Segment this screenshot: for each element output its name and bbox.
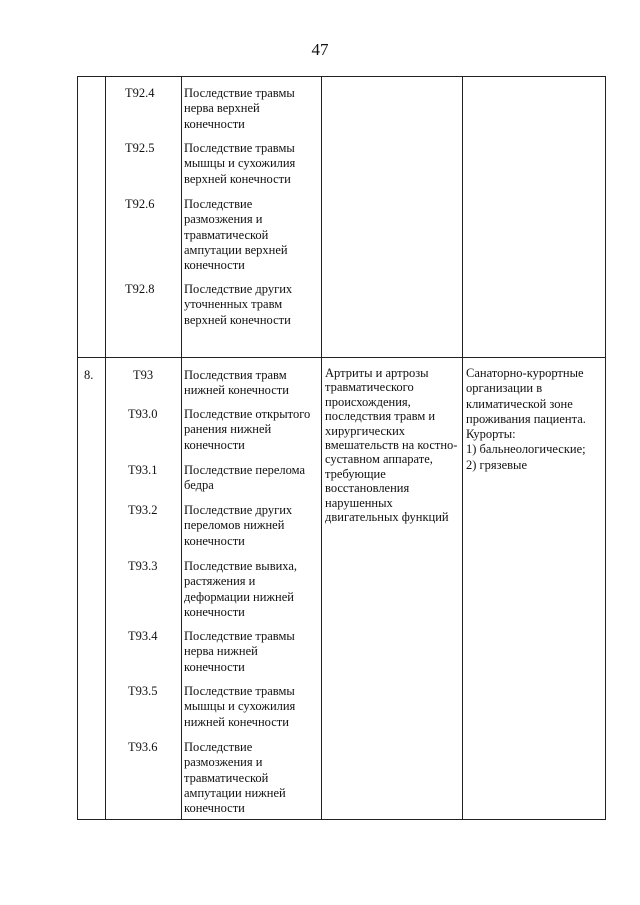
column-divider-code	[105, 76, 106, 820]
diagnosis-name: Последствие травмы мышцы и сухожилия нижней конечности	[184, 684, 296, 729]
column-divider-name	[321, 76, 322, 820]
diagnosis-code: T93.6	[128, 740, 158, 754]
table-top-border	[77, 76, 606, 77]
diagnosis-code: T92.6	[125, 197, 155, 211]
diagnosis-name: Последствие травмы нерва верхней конечности	[184, 86, 295, 131]
page-number: 47	[311, 40, 329, 59]
table-right-border	[605, 76, 606, 820]
column-divider-condition	[462, 76, 463, 820]
diagnosis-name: Последствия травм нижней конечности	[184, 368, 289, 398]
diagnosis-code: T93.1	[128, 463, 158, 477]
diagnosis-name: Последствие перелома бедра	[184, 463, 306, 493]
diagnosis-name: Последствие открытого ранения нижней конечности	[184, 407, 311, 452]
row-number: 8.	[84, 368, 94, 382]
diagnosis-code: T93.3	[128, 559, 158, 573]
column-divider-diagnosis	[181, 76, 182, 820]
resort-description: Санаторно-курортные организации в климатической зоне проживания пациента. Курорты: 1) бальнеологические; 2) грязевые	[466, 366, 586, 472]
diagnosis-code: T93	[133, 368, 154, 382]
diagnosis-code: T93.0	[128, 407, 158, 421]
diagnosis-code: T93.2	[128, 503, 158, 517]
diagnosis-code: T93.5	[128, 684, 158, 698]
diagnosis-name: Последствие травмы нерва нижней конечности	[184, 629, 295, 674]
diagnosis-name: Последствие размозжения и травматической ампутации нижней конечности	[184, 740, 286, 816]
diagnosis-name: Последствие размозжения и травматической ампутации верхней конечности	[184, 197, 288, 273]
table-bottom-border	[77, 819, 606, 820]
diagnosis-name: Последствие вывиха, растяжения и деформации нижней конечности	[184, 559, 298, 619]
condition-description: Артриты и артрозы травматического происхождения, последствия травм и хирургических вмешательств на костно- суставном аппарате, требующие восстановления нарушенных двигательных функций	[325, 366, 458, 525]
diagnosis-code: T92.4	[125, 86, 155, 100]
diagnosis-code: T92.8	[125, 282, 155, 296]
diagnosis-code: T93.4	[128, 629, 158, 643]
row-separator	[77, 357, 606, 358]
table-left-border	[77, 76, 78, 820]
diagnosis-name: Последствие других переломов нижней конечности	[184, 503, 293, 548]
diagnosis-name: Последствие травмы мышцы и сухожилия верхней конечности	[184, 141, 296, 186]
diagnosis-name: Последствие других уточненных травм верхней конечности	[184, 282, 293, 327]
diagnosis-code: T92.5	[125, 141, 155, 155]
